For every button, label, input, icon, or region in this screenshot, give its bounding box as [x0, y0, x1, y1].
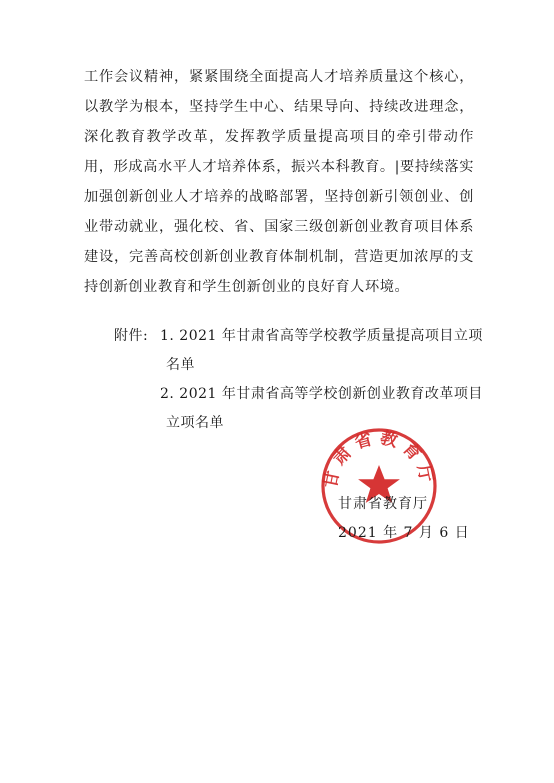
seal-arc-textpath: 甘肃省教育厅 [320, 427, 438, 490]
body-line-3: 深化教育教学改革，发挥教学质量提高项目的牵引带动作 [84, 129, 474, 145]
attachment-item-1 [114, 322, 483, 351]
body-line-7: 建设，完善高校创新创业教育体制机制，营造更加浓厚的支 [84, 249, 474, 265]
body-line-5: 加强创新创业人才培养的战略部署，坚持创新引领创业、创 [84, 189, 474, 205]
body-line-4: 用，形成高水平人才培养体系，振兴本科教育。|要持续落实 [84, 159, 474, 175]
attachments-label: 附件: [114, 328, 149, 344]
attachment-1-line1: 1. 2021 年甘肃省高等学校教学质量提高项目立项 [160, 328, 483, 344]
issue-date: 2021 年 7 月 6 日 [338, 525, 470, 541]
attachment-2-line2: 立项名单 [166, 415, 224, 431]
attachment-1-line2: 名单 [166, 357, 195, 373]
attachment-item-2 [114, 380, 483, 409]
body-text [84, 62, 474, 302]
body-line-8: 持创新创业教育和学生创新创业的良好育人环境。 [84, 279, 410, 295]
attachment-1-cont [114, 351, 474, 380]
body-line-6: 业带动就业，强化校、省、国家三级创新创业教育项目体系 [84, 219, 474, 235]
body-line-1: 工作会议精神，紧紧围绕全面提高人才培养质量这个核心， [84, 69, 474, 85]
body-line-2: 以教学为根本，坚持学生中心、结果导向、持续改进理念， [84, 99, 474, 115]
attachment-2-line1: 2. 2021 年甘肃省高等学校创新创业教育改革项目 [160, 386, 483, 402]
issuer-name: 甘肃省教育厅 [338, 496, 428, 512]
attachments-list [114, 322, 483, 438]
